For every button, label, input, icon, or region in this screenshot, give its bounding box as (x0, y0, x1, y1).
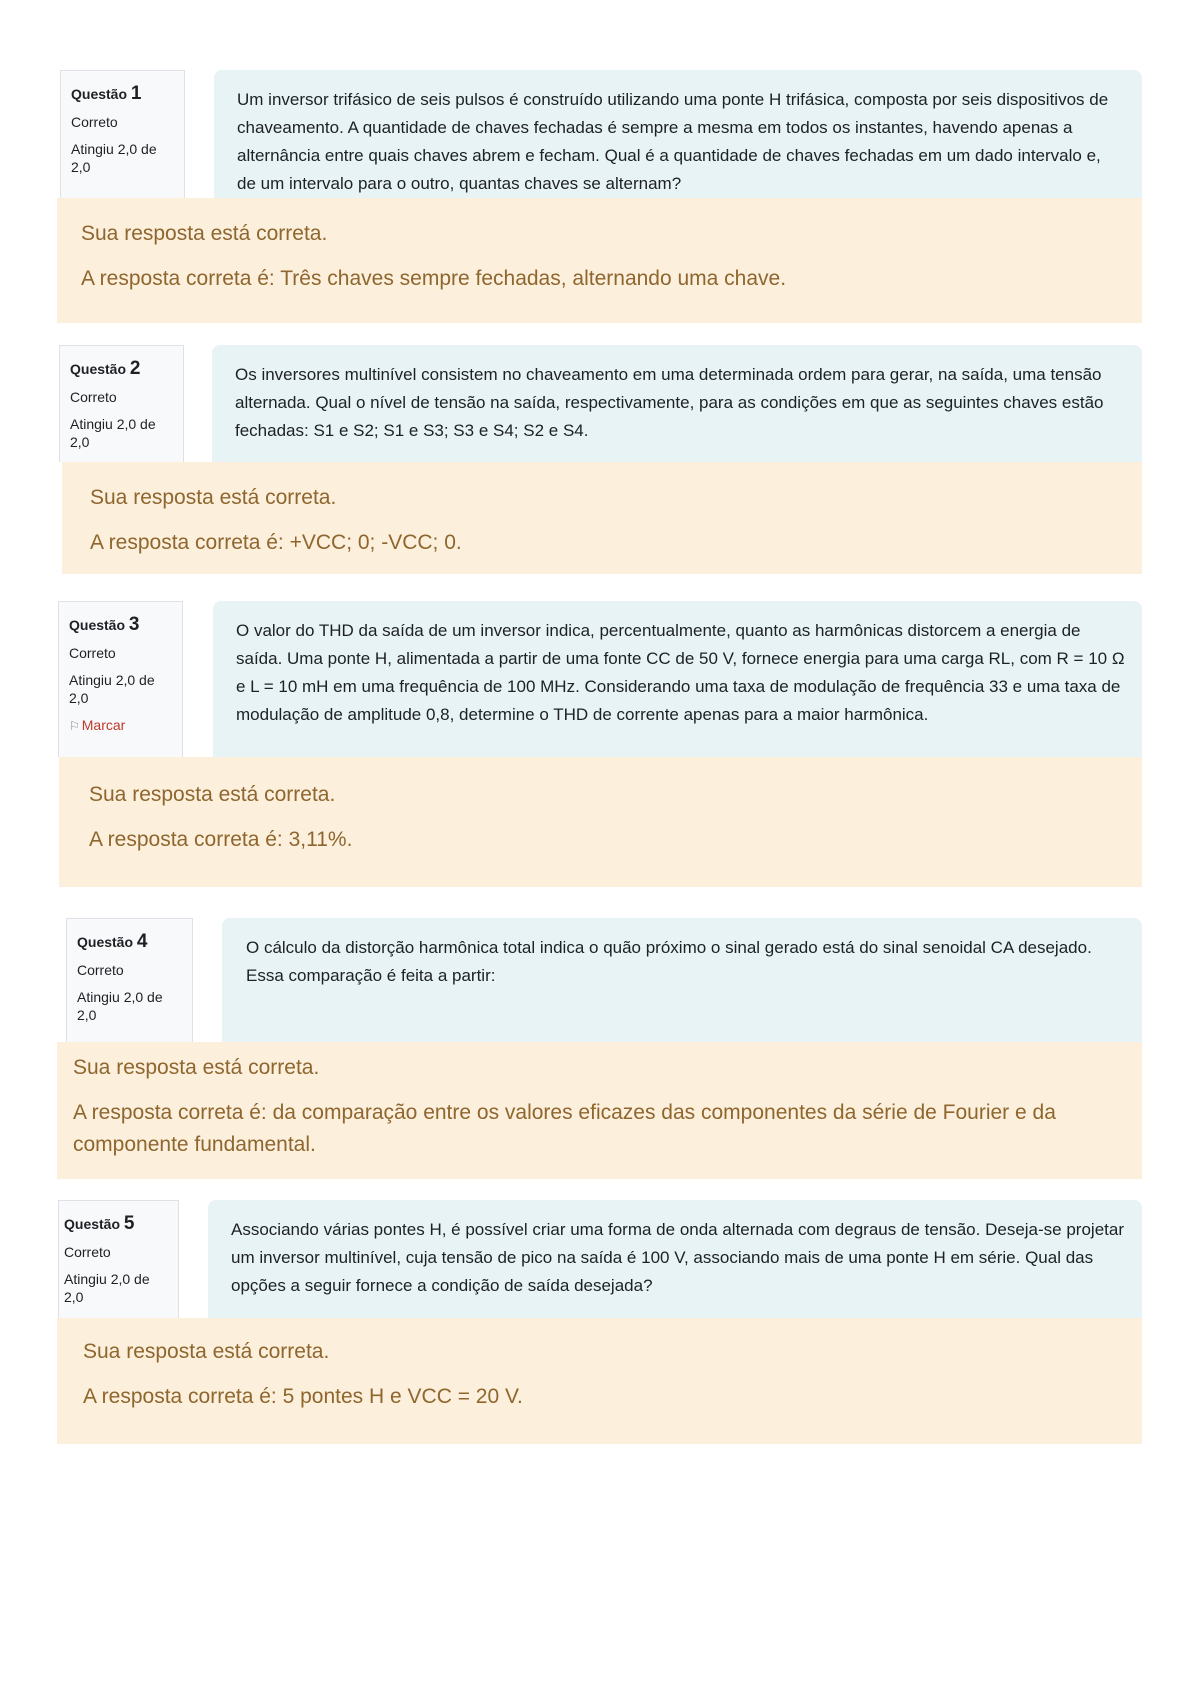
question-state: Correto (71, 113, 118, 130)
question-number: Questão 4 (77, 931, 148, 952)
question-grade: Atingiu 2,0 de 2,0 (69, 671, 155, 707)
question-feedback (57, 1318, 1142, 1444)
correct-answer: A resposta correta é: 3,11%. (89, 828, 353, 851)
question-state: Correto (70, 388, 117, 405)
question-state: Correto (69, 644, 116, 661)
correct-answer: A resposta correta é: Três chaves sempre fechadas, alternando uma chave. (81, 267, 787, 290)
question-info (59, 345, 184, 462)
flag-question-link[interactable] (69, 716, 182, 735)
correct-answer: A resposta correta é: 5 pontes H e VCC = 20 V. (83, 1385, 523, 1408)
feedback-status: Sua resposta está correta. (83, 1340, 330, 1363)
question-state: Correto (77, 961, 124, 978)
question-number-value: 4 (136, 931, 148, 952)
question-grade: Atingiu 2,0 de 2,0 (70, 415, 156, 451)
question-feedback (57, 1042, 1142, 1179)
question-info (58, 601, 183, 757)
question-text: Os inversores multinível consistem no chaveamento em uma determinada ordem para gerar, na saída, uma tensão alternada. Qual o nível de tensão na saída, respectivamente, para as condições em que as seguintes chaves estão fechadas: S1 e S2; S1 e S3; S3 e S4; S2 e S4. (212, 345, 1142, 462)
question-info (66, 918, 193, 1042)
feedback-status: Sua resposta está correta. (81, 222, 328, 245)
feedback-status: Sua resposta está correta. (73, 1056, 320, 1079)
question-text: O cálculo da distorção harmônica total indica o quão próximo o sinal gerado está do sinal senoidal CA desejado. Essa comparação é feita a partir: (222, 918, 1142, 1042)
flag-icon: ⚐ (69, 719, 80, 734)
question-state: Correto (64, 1243, 111, 1260)
flag-label: Marcar (81, 717, 126, 734)
question-number: Questão 3 (69, 614, 140, 635)
question-number: Questão 5 (64, 1213, 135, 1234)
question-grade: Atingiu 2,0 de 2,0 (77, 988, 163, 1024)
feedback-status: Sua resposta está correta. (90, 486, 337, 509)
feedback-status: Sua resposta está correta. (89, 783, 336, 806)
question-feedback (57, 198, 1142, 323)
correct-answer: A resposta correta é: +VCC; 0; -VCC; 0. (90, 531, 462, 554)
question-feedback (62, 462, 1142, 574)
question-number-value: 3 (128, 614, 140, 635)
question-grade: Atingiu 2,0 de 2,0 (71, 140, 157, 176)
question-info (58, 1200, 179, 1318)
question-info (60, 70, 185, 198)
question-number: Questão 1 (71, 83, 142, 104)
question-number-value: 5 (123, 1213, 135, 1234)
question-number-value: 2 (129, 358, 141, 379)
question-text: Um inversor trifásico de seis pulsos é construído utilizando uma ponte H trifásica, composta por seis dispositivos de chaveamento. A quantidade de chaves fechadas é sempre a mesma em todos os instantes, havendo apenas a alternância entre quais chaves abrem e fecham. Qual é a quantidade de chaves fechadas em um dado intervalo e, de um intervalo para o outro, quantas chaves se alternam? (214, 70, 1142, 198)
question-number: Questão 2 (70, 358, 141, 379)
question-feedback (59, 757, 1142, 887)
question-number-value: 1 (130, 83, 142, 104)
question-text: Associando várias pontes H, é possível criar uma forma de onda alternada com degraus de tensão. Deseja-se projetar um inversor multinível, cuja tensão de pico na saída é 100 V, associando mais de uma ponte H em série. Qual das opções a seguir fornece a condição de saída desejada? (208, 1200, 1142, 1318)
question-grade: Atingiu 2,0 de 2,0 (64, 1270, 150, 1306)
question-text: O valor do THD da saída de um inversor indica, percentualmente, quanto as harmônicas distorcem a energia de saída. Uma ponte H, alimentada a partir de uma fonte CC de 50 V, fornece energia para uma carga RL, com R = 10 Ω e L = 10 mH em uma frequência de 100 MHz. Considerando uma taxa de modulação de frequência 33 e uma taxa de modulação de amplitude 0,8, determine o THD de corrente apenas para a maior harmônica. (213, 601, 1142, 757)
correct-answer: A resposta correta é: da comparação entre os valores eficazes das componentes da série de Fourier e da componente fundamental. (73, 1101, 1056, 1156)
